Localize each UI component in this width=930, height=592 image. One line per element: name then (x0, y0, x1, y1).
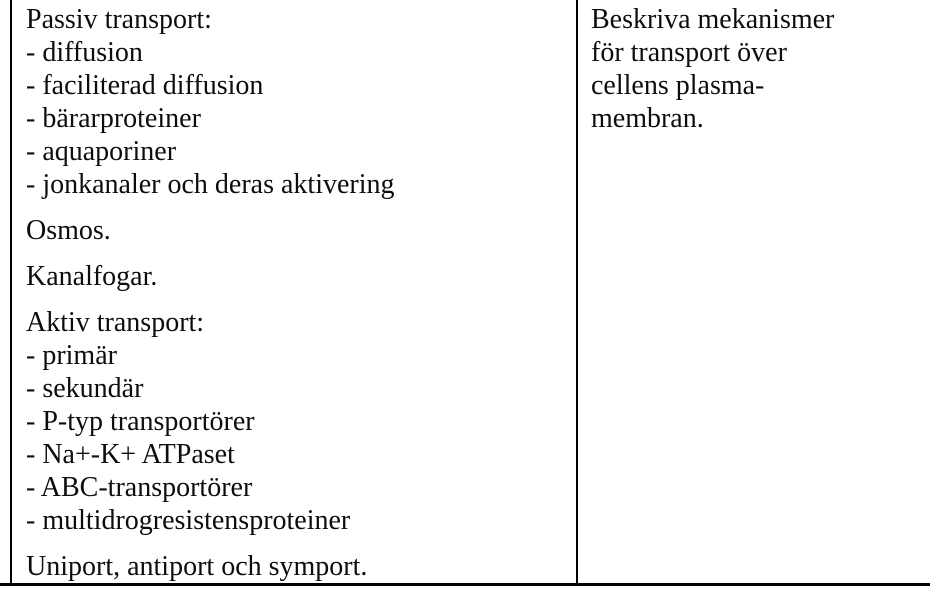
text-line: - sekundär (26, 373, 144, 404)
text-line: Passiv transport: (26, 4, 212, 35)
text-line: cellens plasma- (591, 70, 765, 101)
osmos-paragraph (26, 214, 568, 247)
text-line: Uniport, antiport och symport. (26, 551, 368, 582)
text-line: - Na+-K+ ATPaset (26, 439, 235, 470)
text-line: Aktiv transport: (26, 307, 205, 338)
text-line: Kanalfogar. (26, 261, 158, 292)
text-line: - ABC-transportörer (26, 472, 253, 503)
text-line: för transport över (591, 37, 787, 68)
text-line: Osmos. (26, 215, 111, 246)
text-line: Beskriva mekanismer (591, 4, 835, 35)
table-bottom-border (0, 583, 930, 586)
kanalfogar-paragraph (26, 260, 568, 293)
objective-cell (578, 0, 930, 584)
content-cell (12, 0, 578, 584)
text-line: - aquaporiner (26, 136, 177, 167)
text-line: - diffusion (26, 37, 143, 68)
text-line: - jonkanaler och deras aktivering (26, 169, 395, 200)
syllabus-table-row (10, 0, 930, 584)
objective-paragraph (591, 3, 922, 135)
text-line: - primär (26, 340, 117, 371)
uniport-paragraph (26, 550, 568, 583)
text-line: - P-typ transportörer (26, 406, 255, 437)
text-line: - bärarproteiner (26, 103, 201, 134)
text-line: - faciliterad diffusion (26, 70, 264, 101)
passiv-transport-paragraph (26, 3, 568, 201)
aktiv-transport-paragraph (26, 306, 568, 537)
text-line: membran. (591, 103, 704, 134)
text-line: - multidrogresistensproteiner (26, 505, 351, 536)
